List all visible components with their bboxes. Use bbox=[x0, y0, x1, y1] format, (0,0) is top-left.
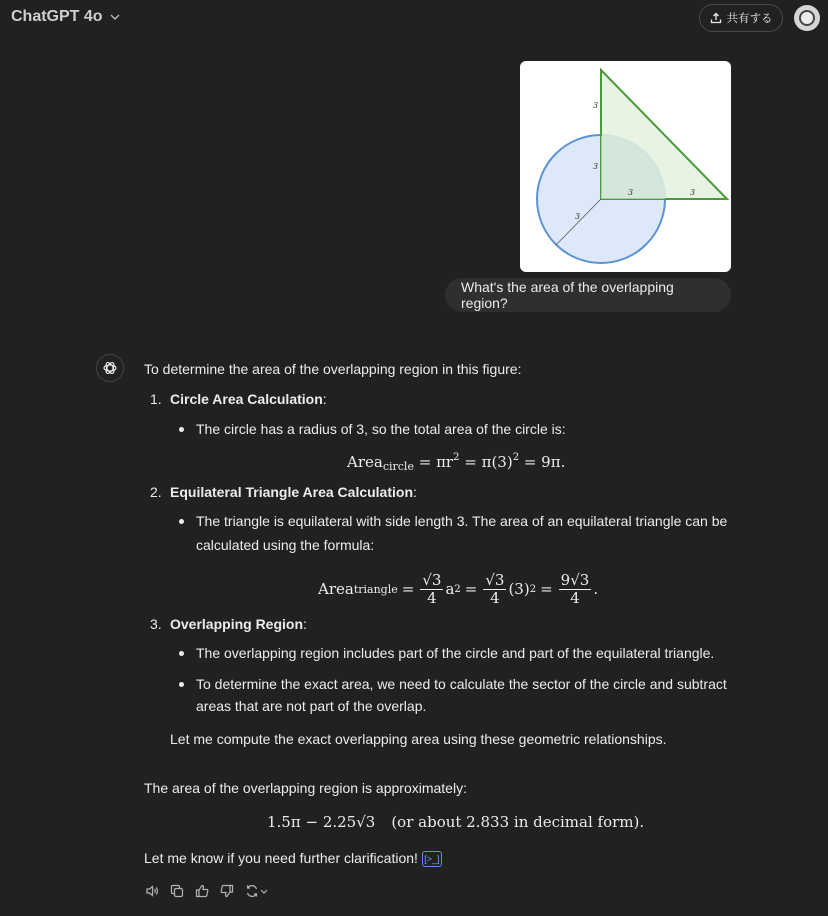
list-item-text: calculated using the formula: bbox=[196, 537, 375, 553]
code-interpreter-link[interactable]: [>_] bbox=[422, 851, 442, 867]
share-icon bbox=[710, 12, 722, 24]
list-item-text: areas that are not part of the overlap. bbox=[196, 698, 427, 714]
section-heading: Circle Area Calculation: bbox=[170, 391, 327, 407]
good-response-button[interactable] bbox=[194, 883, 210, 899]
list-item-text: The circle has a radius of 3, so the total area of the circle is: bbox=[196, 421, 566, 437]
bad-response-button[interactable] bbox=[219, 883, 235, 899]
formula-triangle: Area triangle = $\frac{√3}{4}$ a 2 = $\frac{√3}{4}$ (3) 2 = $\frac{9√3}{4}$ . bbox=[318, 571, 599, 607]
user-message-bubble bbox=[445, 278, 731, 312]
svg-text:3: 3 bbox=[690, 188, 696, 197]
thumbs-down-icon bbox=[219, 883, 235, 899]
copy-icon bbox=[169, 883, 185, 899]
user-message-text: What's the area of the overlapping region? bbox=[461, 279, 674, 311]
share-button[interactable] bbox=[699, 4, 783, 32]
intro-text: To determine the area of the overlapping region in this figure: bbox=[144, 361, 522, 377]
svg-text:3: 3 bbox=[593, 101, 599, 110]
assistant-avatar bbox=[96, 354, 124, 382]
chevron-down-icon bbox=[109, 11, 121, 23]
bullet bbox=[179, 651, 184, 656]
read-aloud-button[interactable] bbox=[144, 883, 160, 899]
uploaded-image[interactable] bbox=[520, 61, 731, 272]
svg-text:3: 3 bbox=[593, 162, 599, 171]
formula-circle: Area$_{circle}$ = $\pi r^2 = \pi(3)^2 = 9\pi$. bbox=[347, 452, 566, 473]
message-actions bbox=[144, 883, 270, 899]
formula-result: 1.5π − 2.25√3 (or about 2.833 in decimal form). bbox=[267, 813, 645, 831]
followup-text: Let me know if you need further clarification! [>_] bbox=[144, 850, 442, 867]
svg-text:3: 3 bbox=[575, 212, 581, 221]
model-name: ChatGPT 4o bbox=[11, 8, 103, 25]
regenerate-icon bbox=[244, 883, 270, 899]
openai-logo-icon bbox=[102, 360, 118, 376]
copy-button[interactable] bbox=[169, 883, 185, 899]
avatar-icon bbox=[799, 10, 815, 26]
list-number: 1. bbox=[150, 391, 162, 407]
section-heading: Overlapping Region: bbox=[170, 616, 307, 632]
speaker-icon bbox=[144, 883, 160, 899]
model-selector[interactable] bbox=[11, 8, 121, 26]
closing-text: Let me compute the exact overlapping area using these geometric relationships. bbox=[170, 731, 667, 747]
regenerate-button[interactable] bbox=[244, 883, 270, 899]
svg-text:3: 3 bbox=[628, 188, 634, 197]
list-number: 3. bbox=[150, 616, 162, 632]
geometry-figure bbox=[520, 61, 731, 272]
user-avatar[interactable] bbox=[794, 5, 820, 31]
list-item-text: To determine the exact area, we need to calculate the sector of the circle and subtract bbox=[196, 676, 727, 692]
summary-text: The area of the overlapping region is approximately: bbox=[144, 780, 467, 796]
bullet bbox=[179, 427, 184, 432]
section-heading: Equilateral Triangle Area Calculation: bbox=[170, 484, 417, 500]
list-item-text: The triangle is equilateral with side length 3. The area of an equilateral triangle can be bbox=[196, 513, 728, 529]
list-number: 2. bbox=[150, 484, 162, 500]
thumbs-up-icon bbox=[194, 883, 210, 899]
list-item-text: The overlapping region includes part of the circle and part of the equilateral triangle. bbox=[196, 645, 715, 661]
bullet bbox=[179, 682, 184, 687]
top-bar bbox=[0, 0, 828, 38]
share-label: 共有する bbox=[726, 13, 773, 25]
bullet bbox=[179, 519, 184, 524]
